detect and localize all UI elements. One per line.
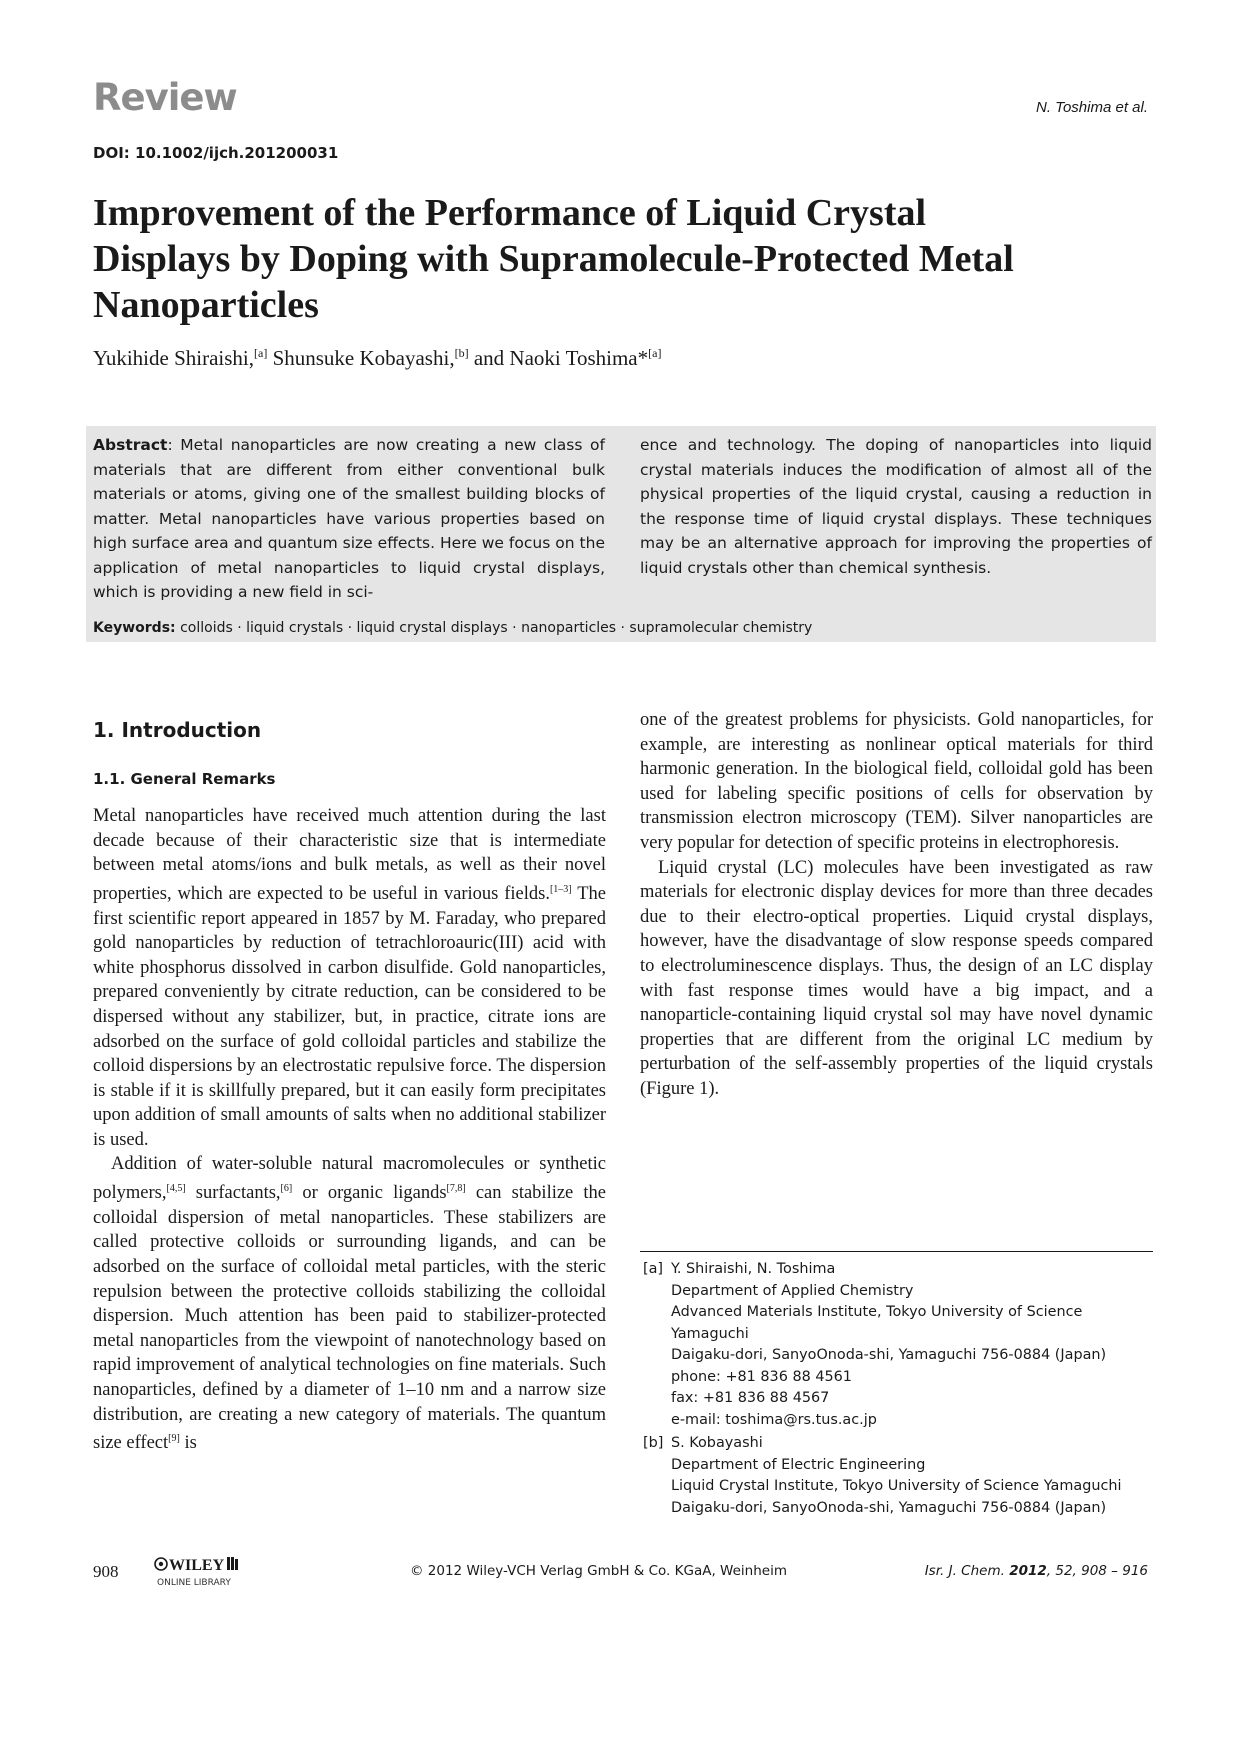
- keywords: [93, 620, 812, 636]
- footnote-line: Liquid Crystal Institute, Tokyo University of Science Yamaguchi: [671, 1478, 1122, 1494]
- journal-citation: [925, 1563, 1148, 1579]
- affiliation-mark: [a]: [254, 346, 268, 360]
- footnote-line: Daigaku-dori, SanyoOnoda-shi, Yamaguchi 756-0884 (Japan): [671, 1347, 1107, 1363]
- paragraph: [93, 1152, 606, 1455]
- paragraph-text: surfactants,: [185, 1183, 281, 1204]
- body-column-left: [93, 804, 606, 1456]
- affiliation-mark: [b]: [454, 346, 469, 360]
- footnote-line: S. Kobayashi: [671, 1435, 763, 1451]
- article-title: [93, 190, 1153, 328]
- footnote-line: fax: +81 836 88 4567: [671, 1390, 830, 1406]
- citation-ref[interactable]: [1–3]: [549, 883, 572, 895]
- running-author: N. Toshima et al.: [1036, 99, 1148, 116]
- abstract-text: ence and technology. The doping of nanoparticles into liquid crystal materials induces the modification of almost all of the physical properties of the liquid crystal, causing a reduction in the response time of liquid crystal displays. These techniques may be an alternative approach for improving the properties of liquid crystals other than chemical synthesis.: [640, 436, 1152, 577]
- footnote-affiliation-a: [643, 1259, 1158, 1431]
- footnote-affiliation-b: [643, 1433, 1158, 1519]
- paragraph-text: is: [179, 1433, 197, 1454]
- keywords-list: colloids · liquid crystals · liquid crystal displays · nanoparticles · supramolecular chemistry: [175, 620, 813, 636]
- journal-name: Isr. J. Chem.: [924, 1563, 1010, 1579]
- section-label: Review: [93, 76, 237, 119]
- footnote-tag: [a]: [643, 1261, 664, 1277]
- paragraph-text: Addition of water-soluble natural macromolecules or synthetic polymers,: [93, 1154, 606, 1204]
- footnote-line: phone: +81 836 88 4561: [671, 1368, 852, 1385]
- author-name: Yukihide Shiraishi,: [93, 346, 254, 370]
- author-name: Shunsuke Kobayashi,: [267, 346, 455, 370]
- abstract-label: Abstract: [93, 436, 168, 454]
- footnote-line: Department of Applied Chemistry: [671, 1282, 914, 1299]
- footnote-line: Daigaku-dori, SanyoOnoda-shi, Yamaguchi 756-0884 (Japan): [671, 1499, 1107, 1516]
- footnote-line: Department of Electric Engineering: [671, 1456, 926, 1473]
- abstract-column-2: [640, 433, 1152, 580]
- section-heading: 1. Introduction: [93, 718, 262, 742]
- affiliation-mark: [a]: [648, 346, 662, 360]
- title-line: Nanoparticles: [93, 284, 319, 326]
- citation-ref[interactable]: [6]: [280, 1183, 293, 1195]
- title-line: Improvement of the Performance of Liquid Crystal: [93, 192, 927, 234]
- author-name: and Naoki Toshima*: [468, 346, 649, 370]
- title-line: Displays by Doping with Supramolecule-Protected Metal: [93, 238, 1014, 280]
- keywords-label: Keywords:: [93, 620, 176, 636]
- body-column-right: [640, 708, 1153, 1102]
- journal-year: 2012: [1009, 1563, 1047, 1579]
- abstract-column-1: [93, 433, 605, 605]
- author-list: [93, 346, 661, 371]
- logo-text: WILEY: [169, 1557, 225, 1574]
- paragraph-text: can stabilize the colloidal dispersion of metal nanoparticles. These stabilizers are called protective colloids or surrounding ligands, and can be adsorbed on the surface of colloidal metal particles, with the steric repulsion between the protective colloids stabilizing the colloidal dispersion. Much attention has been paid to stabilizer-protected metal nanoparticles from the viewpoint of nanotechnology based on rapid improvement of analytical technologies on fine materials. Such nanoparticles, defined by a diameter of 1–10 nm and a narrow size distribution, are creating a new category of materials. The quantum size effect: [93, 1183, 606, 1454]
- footnote-divider: [640, 1251, 1153, 1252]
- paragraph-text: or organic ligands: [292, 1183, 447, 1204]
- abstract-text: : Metal nanoparticles are now creating a new class of materials that are different from either conventional bulk materials or atoms, giving one of the smallest building blocks of matter. Metal nanoparticles have various properties based on high surface area and quantum size effects. Here we focus on the application of metal nanoparticles to liquid crystal displays, which is providing a new field in sci-: [93, 436, 605, 601]
- paragraph-text: Metal nanoparticles have received much attention during the last decade because of their characteristic size that is intermediate between metal atoms/ions and bulk metals, as well as their novel properties, which are expected to be useful in various fields.: [93, 806, 606, 904]
- citation-ref[interactable]: [4,5]: [166, 1183, 186, 1195]
- subsection-heading: 1.1. General Remarks: [93, 770, 276, 788]
- email-link[interactable]: e-mail: toshima@rs.tus.ac.jp: [671, 1411, 877, 1428]
- citation-ref[interactable]: [7,8]: [446, 1183, 466, 1195]
- wiley-logo-icon: [153, 1555, 248, 1591]
- page-number: 908: [93, 1562, 119, 1581]
- footnote-line: Y. Shiraishi, N. Toshima: [671, 1261, 836, 1277]
- footnote-line: Advanced Materials Institute, Tokyo University of Science Yamaguchi: [671, 1304, 1083, 1342]
- journal-volume: , 52, 908 – 916: [1046, 1563, 1148, 1579]
- paragraph: one of the greatest problems for physicists. Gold nanoparticles, for example, are interesting as nonlinear optical materials for third harmonic generation. In the biological field, colloidal gold has been used for labeling specific positions of cells for observation by transmission electron microscopy (TEM). Silver nanoparticles are very popular for detection of specific proteins in electrophoresis.: [640, 710, 1153, 853]
- footnote-tag: [b]: [643, 1435, 664, 1451]
- paragraph: Liquid crystal (LC) molecules have been investigated as raw materials for electronic display devices for more than three decades due to their electro-optical properties. Liquid crystal displays, however, have the disadvantage of slow response speeds compared to electroluminescence displays. Thus, the design of an LC display with fast response times would have a big impact, and a nanoparticle-containing liquid crystal sol may have novel dynamic properties that are different from the original LC medium by perturbation of the self-assembly properties of the liquid crystals (Figure 1).: [640, 857, 1153, 1099]
- paragraph-text: The first scientific report appeared in 1857 by M. Faraday, who prepared gold nanoparticles by reduction of tetrachloroauric(III) acid with white phosphorus dissolved in carbon disulfide. Gold nanoparticles, prepared conveniently by citrate reduction, can be considered to be dispersed without any stabilizer, but, in practice, citrate ions are adsorbed on the surface of gold colloidal particles and stabilize the colloid dispersions by an electrostatic repulsive force. The dispersion is stable if it is skillfully prepared, but it can easily form precipitates upon addition of small amounts of salts when no additional stabilizer is used.: [93, 883, 606, 1150]
- logo-subtext: ONLINE LIBRARY: [157, 1578, 231, 1588]
- paragraph: [93, 804, 606, 1152]
- citation-ref[interactable]: [9]: [168, 1433, 180, 1445]
- copyright: © 2012 Wiley-VCH Verlag GmbH & Co. KGaA, Weinheim: [410, 1563, 787, 1579]
- doi[interactable]: DOI: 10.1002/ijch.201200031: [93, 144, 339, 162]
- wiley-logo[interactable]: [153, 1555, 248, 1596]
